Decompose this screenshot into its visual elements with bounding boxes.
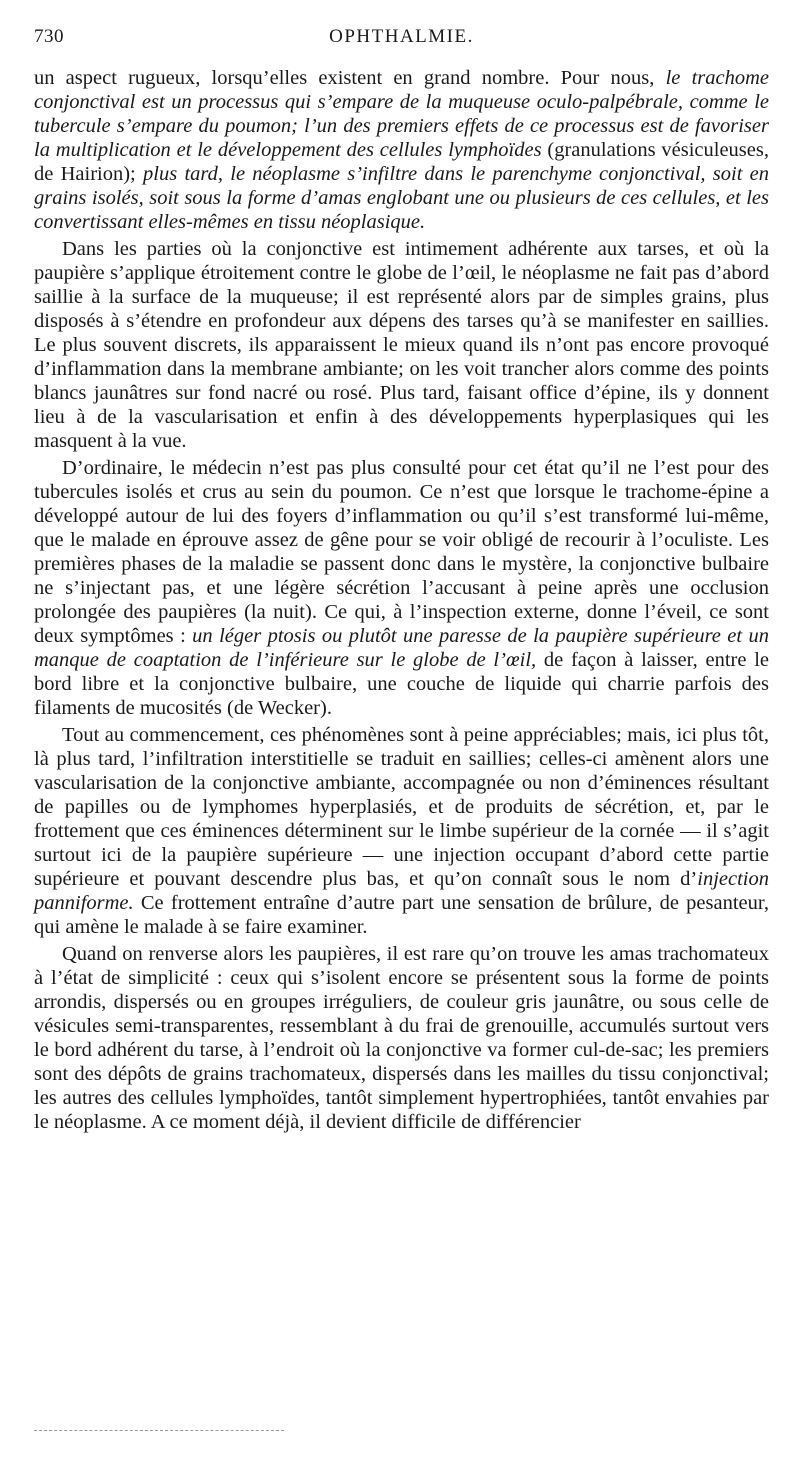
running-head bbox=[34, 26, 769, 54]
paragraph-3 bbox=[34, 456, 769, 720]
paragraph-5: Quand on renverse alors les paupières, il est rare qu’on trouve les amas trachomateux à l’état de simplicité : ceux qui s’isolent encore se présentent sous la forme de points arrondis, dispersés ou en groupes irréguliers, de couleur gris jaunâtre, ou sous celle de vésicules semi-transparentes, ressemblant à du frai de grenouille, accumulés surtout vers le bord adhérent du tarse, à l’endroit où la conjonctive va former cul-de-sac; les premiers sont des dépôts de grains trachomateux, dispersés dans les mailles du tissu conjonctival; les autres des cellules lymphoïdes, tantôt simplement hypertrophiées, tantôt envahies par le néoplasme. A ce moment déjà, il devient difficile de différencier bbox=[34, 943, 769, 1133]
paragraph-2: Dans les parties où la conjonctive est intimement adhérente aux tarses, et où la paupière s’applique étroitement contre le globe de l’œil, le néoplasme ne fait pas d’abord saillie à la surface de la muqueuse; il est représenté alors par de simples grains, plus disposés à s’étendre en profondeur aux dépens des tarses qu’à se manifester en saillies. Le plus souvent discrets, ils apparaissent le mieux quand ils n’ont pas encore provoqué d’inflammation dans la membrane ambiante; on les voit trancher alors comme des points blancs jaunâtres sur fond nacré ou rosé. Plus tard, faisant office d’épine, ils y donnent lieu à de la vascularisation et enfin à des développements hyperplasiques qui les masquent à la vue. bbox=[34, 238, 769, 452]
book-page bbox=[34, 26, 769, 1137]
paragraph-3-text-c: de façon à laisser, entre le bord libre et la conjonctive bulbaire, une couche de liquide qui charrie parfois des filaments de mucosités (de Wecker). bbox=[34, 649, 769, 719]
running-title: OPHTHALMIE. bbox=[329, 26, 474, 47]
paragraph-4 bbox=[34, 723, 769, 939]
paragraph-1-text-a: un aspect rugueux, lorsqu’elles existent en grand nombre. Pour nous, bbox=[34, 67, 666, 89]
footer-rule bbox=[34, 1430, 284, 1431]
page-number: 730 bbox=[34, 26, 64, 47]
paragraph-1-italic-d: plus tard, le néoplasme s’infiltre dans le parenchyme conjonctival, soit en grains isolés, soit sous la forme d’amas englobant une ou plusieurs de ces cellules, et les convertissant elles-mêmes en tissu néoplasique. bbox=[34, 163, 769, 233]
paragraph-1-italic-b: le trachome conjonctival est un processus qui s’empare de la muqueuse oculo-palpébrale, comme le tubercule s’empare du poumon; l’un des premiers effets de ce processus est de favoriser la multiplication et le développement des cellules lymphoïdes bbox=[34, 67, 769, 161]
paragraph-3-italic-b: un léger ptosis ou plutôt une paresse de la paupière supérieure et un manque de coaptation de l’inférieure sur le globe de l’œil, bbox=[34, 625, 769, 671]
paragraph-1-text-c: (granulations vésiculeuses, de Hairion); bbox=[34, 139, 769, 185]
paragraph-3-text-a: D’ordinaire, le médecin n’est pas plus consulté pour cet état qu’il ne l’est pour des tubercules isolés et crus au sein du poumon. Ce n’est que lorsque le trachome-épine a développé autour de lui des foyers d’inflammation ou qu’il s’est transformé lui-même, que le malade en éprouve assez de gêne pour se voir obligé de recourir à l’oculiste. Les premières phases de la maladie se passent donc dans le mystère, la conjonctive bulbaire ne s’injectant pas, et une légère sécrétion l’accusant à peine après une occlusion prolongée des paupières (la nuit). Ce qui, à l’inspection externe, donne l’éveil, ce sont deux symptômes : bbox=[34, 457, 769, 647]
paragraph-4-text-c: Ce frottement entraîne d’autre part une sensation de brûlure, de pesanteur, qui amène le malade à se faire examiner. bbox=[34, 892, 769, 938]
paragraph-4-italic-b: injection panniforme. bbox=[34, 868, 769, 914]
body-text bbox=[34, 66, 769, 1134]
paragraph-4-text-a: Tout au commencement, ces phénomènes sont à peine appréciables; mais, ici plus tôt, là plus tard, l’infiltration interstitielle se traduit en saillies; celles-ci amènent alors une vascularisation de la conjonctive ambiante, accompagnée ou non d’éminences résultant de papilles ou de lymphomes hyperplasiés, et de produits de sécrétion, et, par le frottement que ces éminences déterminent sur le limbe supérieur de la cornée — il s’agit surtout ici de la paupière supérieure — une injection occupant d’abord cette partie supérieure et pouvant descendre plus bas, et qu’on connaît sous le nom d’ bbox=[34, 724, 769, 890]
paragraph-1 bbox=[34, 66, 769, 234]
